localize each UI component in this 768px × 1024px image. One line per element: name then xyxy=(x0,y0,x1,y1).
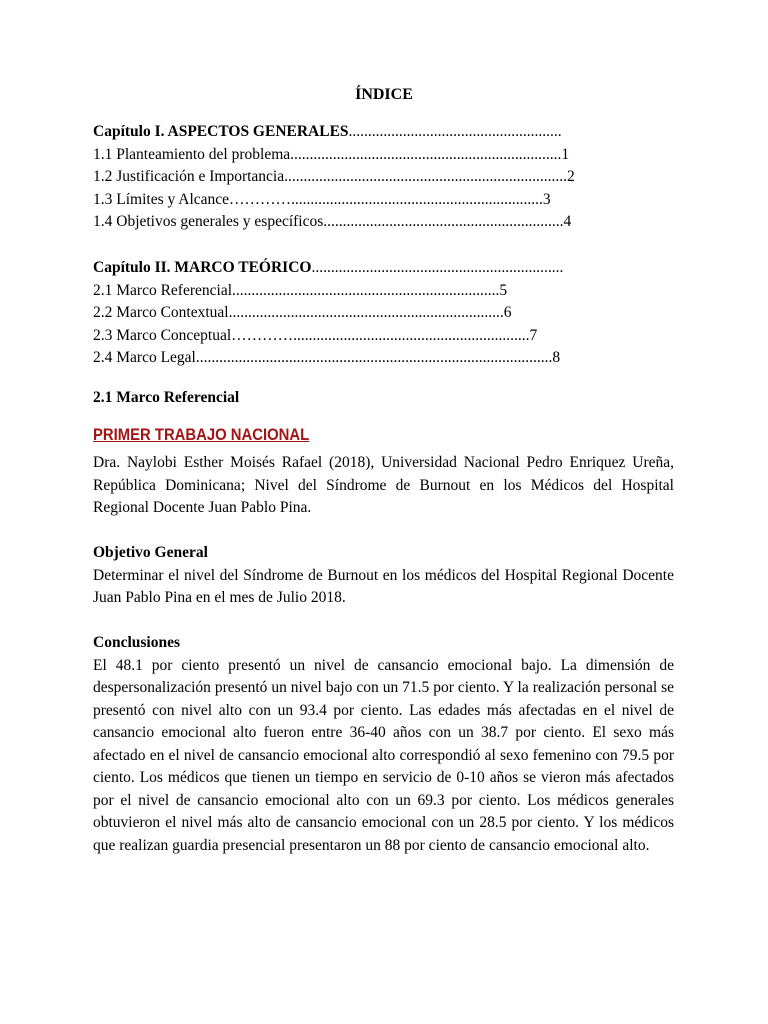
toc-entry: 2.4 Marco Legal............................................................................................8 xyxy=(93,349,561,366)
intro-paragraph: Dra. Naylobi Esther Moisés Rafael (2018), Universidad Nacional Pedro Enriquez Ureña, República Dominicana; Nivel del Síndrome de Burnout en los Médicos del Hospital Regional Docente Juan Pablo Pina. xyxy=(93,454,674,516)
index-title: ÍNDICE xyxy=(355,86,413,103)
toc-entry: 1.4 Objetivos generales y específicos..............................................................4 xyxy=(93,213,572,230)
toc-entry: 2.2 Marco Contextual.......................................................................6 xyxy=(93,304,512,321)
toc-chapter-heading: Capítulo II. MARCO TEÓRICO................................................................. xyxy=(93,259,564,276)
red-section-heading: PRIMER TRABAJO NACIONAL xyxy=(93,426,310,444)
toc-chapter-2 xyxy=(93,257,653,370)
objective-text: Determinar el nivel del Síndrome de Burnout en los médicos del Hospital Regional Docente Juan Pablo Pina en el mes de Julio 2018. xyxy=(93,566,674,606)
toc-entry: 1.2 Justificación e Importancia.........................................................................2 xyxy=(93,168,575,185)
toc-chapter-heading: Capítulo I. ASPECTOS GENERALES....................................................... xyxy=(93,123,562,140)
conclusions-text: El 48.1 por ciento presentó un nivel de cansancio emocional bajo. La dimensión de despersonalización presentó un nivel bajo con un 71.5 por ciento. Y la realización personal se presentó con nivel alto con un 93.4 por ciento. Las edades más afectadas en el nivel de cansancio emocional alto fueron entre 36-40 años con un 38.7 por ciento. El sexo más afectado en el nivel de cansancio emocional alto correspondió al sexo femenino con 79.5 por ciento. Los médicos que tienen un tiempo en servicio de 0-10 años se vieron más afectados por el nivel de cansancio emocional alto con un 69.3 por ciento. Los médicos generales obtuvieron el nivel más alto de cansancio emocional con un 28.5 por ciento. Y los médicos que realizan guardia presencial presentaron un 88 por ciento de cansancio emocional alto. xyxy=(93,656,674,854)
section-heading: 2.1 Marco Referencial xyxy=(93,389,240,406)
toc-entry: 2.1 Marco Referencial.....................................................................5 xyxy=(93,281,508,299)
conclusions-label: Conclusiones xyxy=(93,634,180,651)
conclusions-block xyxy=(93,632,674,857)
objective-block xyxy=(93,542,674,610)
toc-entry: 1.1 Planteamiento del problema......................................................................1 xyxy=(93,145,570,163)
toc-entry: 1.3 Límites y Alcance………….................................................................3 xyxy=(93,190,551,208)
toc-entry: 2.3 Marco Conceptual………….............................................................7 xyxy=(93,326,538,344)
objective-label: Objetivo General xyxy=(93,544,208,561)
toc-chapter-1 xyxy=(93,121,653,234)
